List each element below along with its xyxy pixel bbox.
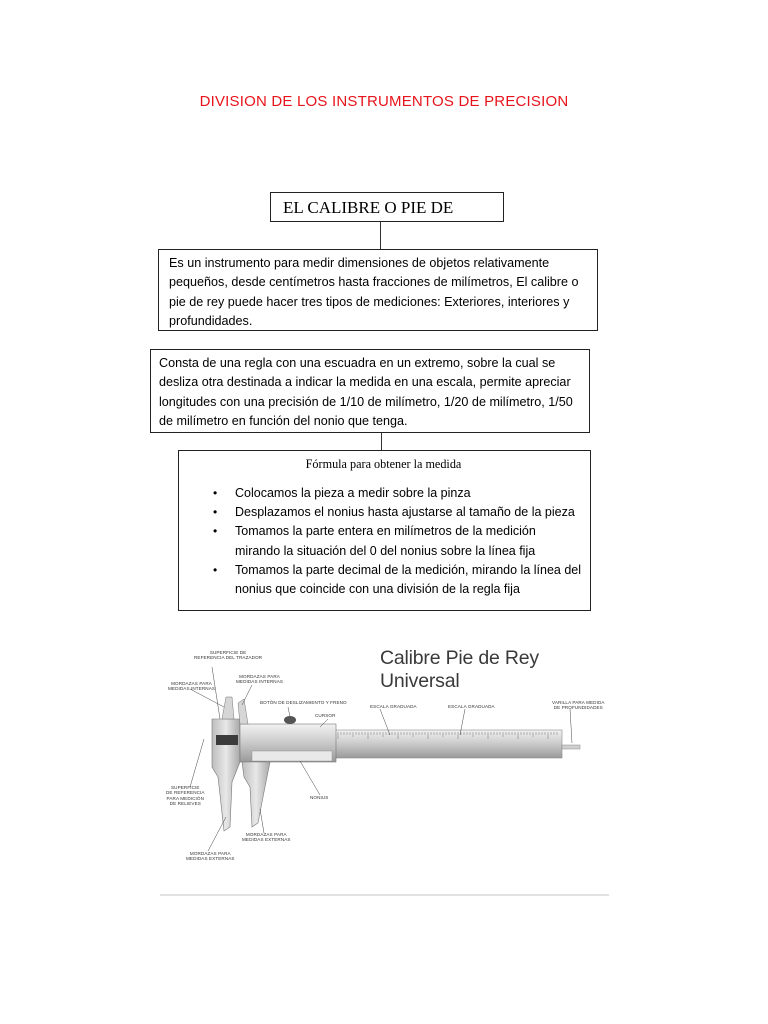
- label-escala-graduada-2: ESCALA GRADUADA: [448, 704, 495, 709]
- description-box: Consta de una regla con una escuadra en un extremo, sobre la cual se desliza otra destinada a indicar la medida en una escala, permite apreciar longitudes con una precisión de 1/10 de milímetro, 1/20 de milímetro, 1/50 de milímetro en función del nonio que tenga.: [150, 349, 590, 433]
- bullet: •: [213, 562, 218, 577]
- formula-step-text: Tomamos la parte entera en milímetros de la medición mirando la situación del 0 del nonius sobre la línea fija: [235, 524, 536, 558]
- formula-step-text: Tomamos la parte decimal de la medición, mirando la línea del nonius que coincide con una división de la regla fija: [235, 562, 582, 597]
- label-superficie-relieves: SUPERFICIE DE REFERENCIA PARA MEDICIÓN DE RELIEVES: [166, 785, 205, 807]
- calibre-heading-box: EL CALIBRE O PIE DE: [270, 192, 504, 222]
- label-mordazas-internas-izq: MORDAZAS PARA MEDIDAS INTERNAS: [168, 681, 216, 692]
- figure-title: Calibre Pie de Rey Universal: [380, 647, 539, 692]
- brand-plate: [216, 735, 238, 745]
- moving-jaw: [242, 762, 270, 827]
- label-superficie-trazador: SUPERFICIE DE REFERENCIA DEL TRAZADOR: [194, 650, 263, 661]
- label-mordazas-externas-der: MORDAZAS PARA MEDIDAS EXTERNAS: [242, 832, 291, 843]
- formula-box: [178, 450, 591, 611]
- formula-step: [199, 484, 582, 503]
- label-boton-freno: BOTÓN DE DESLIZAMIENTO Y FRENO: [260, 700, 347, 705]
- vernier-window: [252, 751, 332, 761]
- formula-step: [199, 522, 582, 560]
- bullet: •: [213, 524, 218, 539]
- formula-step-text: Colocamos la pieza a medir sobre la pinza: [235, 486, 471, 500]
- label-varilla: VARILLA PARA MEDIDA DE PROFUNDIDADES: [552, 700, 605, 711]
- lock-screw: [284, 716, 296, 724]
- internal-jaw-fixed: [222, 697, 234, 719]
- formula-step: [199, 561, 582, 599]
- formula-steps-list: [199, 484, 582, 599]
- label-nonius: NONIUS: [310, 795, 329, 800]
- connector-line: [380, 222, 381, 249]
- bullet: •: [213, 486, 218, 500]
- formula-step: [199, 503, 582, 522]
- label-escala-graduada-1: ESCALA GRADUADA: [370, 704, 417, 709]
- formula-step-text: Desplazamos el nonius hasta ajustarse al tamaño de la pieza: [235, 505, 575, 520]
- label-cursor: CURSOR: [315, 713, 336, 718]
- bullet: •: [213, 505, 218, 520]
- caliper-figure: [160, 627, 609, 896]
- label-mordazas-externas-izq: MORDAZAS PARA MEDIDAS EXTERNAS: [186, 851, 235, 862]
- document-title: DIVISION DE LOS INSTRUMENTOS DE PRECISION: [199, 93, 569, 110]
- definition-box: Es un instrumento para medir dimensiones de objetos relativamente pequeños, desde centímetros hasta fracciones de milímetros, El calibre o pie de rey puede hacer tres tipos de mediciones: Exteriores, interiores y profundidades.: [158, 249, 598, 331]
- formula-heading: Fórmula para obtener la medida: [305, 457, 462, 471]
- depth-rod: [562, 745, 580, 749]
- connector-line: [381, 433, 382, 450]
- label-mordazas-internas-der: MORDAZAS PARA MEDIDAS INTERNAS: [236, 674, 284, 685]
